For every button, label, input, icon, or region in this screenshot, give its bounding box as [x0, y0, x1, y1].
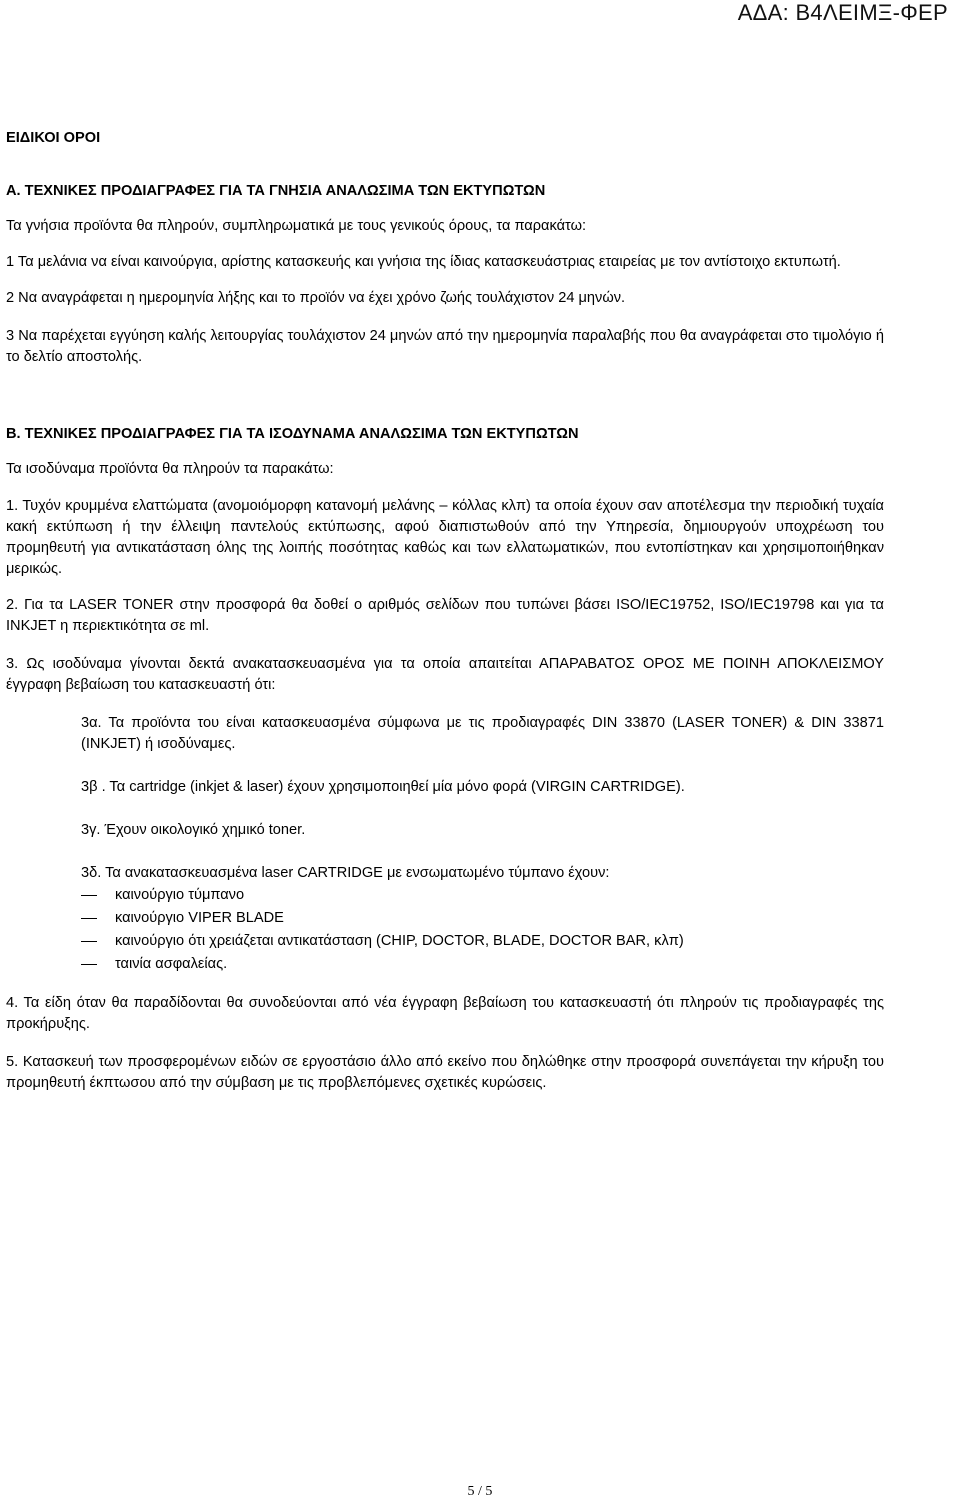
page-number: 5 / 5 — [467, 1484, 493, 1499]
list-item — [81, 930, 884, 953]
dash-bullet-icon — [81, 964, 97, 965]
section-b-item-3d: 3δ. Τα ανακατασκευασμένα laser CARTRIDGE με ενσωματωμένο τύμπανο έχουν: — [81, 865, 610, 881]
document-title: ΕΙΔΙΚΟΙ ΟΡΟΙ — [6, 130, 101, 146]
dash-bullet-icon — [81, 918, 97, 919]
ada-code: ΑΔΑ: Β4ΛΕΙΜΞ-ΦΕΡ — [737, 0, 948, 25]
section-b-intro: Τα ισοδύναμα προϊόντα θα πληρούν τα παρακάτω: — [6, 461, 334, 477]
list-item — [81, 907, 884, 930]
section-a-item-1: 1 Τα μελάνια να είναι καινούργια, αρίστης κατασκευής και γνήσια της ίδιας κατασκευάστριας εταιρείας με τον αντίστοιχο εκτυπωτή. — [6, 254, 841, 270]
list-item-text: ταινία ασφαλείας. — [115, 956, 228, 972]
list-item-text: καινούργιο ότι χρειάζεται αντικατάσταση (CHIP, DOCTOR, BLADE, DOCTOR BAR, κλπ) — [115, 933, 684, 949]
list-item — [81, 884, 884, 907]
section-a-item-3: 3 Να παρέχεται εγγύηση καλής λειτουργίας τουλάχιστον 24 μηνών από την ημερομηνία παραλαβής που θα αναγράφεται στο τιμολόγιο ή το δελτίο αποστολής. — [6, 328, 884, 365]
bullet-list — [81, 884, 884, 976]
document-body — [6, 128, 884, 1094]
section-b-item-3: 3. Ως ισοδύναμα γίνονται δεκτά ανακατασκευασμένα για τα οποία απαιτείται ΑΠΑΡΑΒΑΤΟΣ ΟΡΟΣ ΜΕ ΠΟΙΝΗ ΑΠΟΚΛΕΙΣΜΟΥ έγγραφη βεβαίωση του κατασκευαστή ότι: — [6, 656, 884, 693]
section-b-item-1: 1. Τυχόν κρυμμένα ελαττώματα (ανομοιόμορφη κατανομή μελάνης – κόλλας κλπ) τα οποία έχουν σαν αποτέλεσμα την περιοδική τυχαία κακή εκτύπωση ή την έλλειψη παντελούς εκτύπωσης, αφού διαπιστωθούν από την Υπηρεσία, δημιουργούν υποχρέωση του προμηθευτή για αντικατάσταση όλης της λοιπής ποσότητας καθώς και των ελλατωματικών, που εντοπίστηκαν και χρησιμοποιήθηκαν μερικώς. — [6, 498, 884, 577]
section-b-item-3c: 3γ. Έχουν οικολογικό χημικό toner. — [81, 822, 306, 838]
section-a-intro: Τα γνήσια προϊόντα θα πληρούν, συμπληρωματικά με τους γενικούς όρους, τα παρακάτω: — [6, 218, 587, 234]
dash-bullet-icon — [81, 941, 97, 942]
section-b-item-3b: 3β . Τα cartridge (inkjet & laser) έχουν χρησιμοποιηθεί μία μόνο φορά (VIRGIN CARTRIDGE). — [81, 779, 685, 795]
list-item-text: καινούργιο τύμπανο — [115, 887, 245, 903]
dash-bullet-icon — [81, 895, 97, 896]
section-b-item-5: 5. Κατασκευή των προσφερομένων ειδών σε εργοστάσιο άλλο από εκείνο που δηλώθηκε στην προσφορά συνεπάγεται την κήρυξη του προμηθευτή έκπτωσου από την σύμβαση με τις προβλεπόμενες σχετικές κυρώσεις. — [6, 1054, 884, 1091]
section-b-item-2: 2. Για τα LASER TONER στην προσφορά θα δοθεί ο αριθμός σελίδων που τυπώνει βάσει ISO/IEC19752, ISO/IEC19798 και για τα INKJET η περιεκτικότητα σε ml. — [6, 597, 884, 634]
section-a-heading: Α. ΤΕΧΝΙΚΕΣ ΠΡΟΔΙΑΓΡΑΦΕΣ ΓΙΑ ΤΑ ΓΝΗΣΙΑ ΑΝΑΛΩΣΙΜΑ ΤΩΝ ΕΚΤΥΠΩΤΩΝ — [6, 183, 546, 199]
section-a-item-2: 2 Να αναγράφεται η ημερομηνία λήξης και το προϊόν να έχει χρόνο ζωής τουλάχιστον 24 μηνών. — [6, 290, 626, 306]
section-b-item-4: 4. Τα είδη όταν θα παραδίδονται θα συνοδεύονται από νέα έγγραφη βεβαίωση του κατασκευαστή ότι πληρούν τις προδιαγραφές της προκήρυξης. — [6, 995, 884, 1032]
list-item-text: καινούργιο VIPER BLADE — [115, 910, 284, 926]
section-b-heading: Β. ΤΕΧΝΙΚΕΣ ΠΡΟΔΙΑΓΡΑΦΕΣ ΓΙΑ ΤΑ ΙΣΟΔΥΝΑΜΑ ΑΝΑΛΩΣΙΜΑ ΤΩΝ ΕΚΤΥΠΩΤΩΝ — [6, 426, 579, 442]
list-item — [81, 953, 884, 976]
section-b-item-3a: 3α. Τα προϊόντα του είναι κατασκευασμένα σύμφωνα με τις προδιαγραφές DIN 33870 (LASER TONER) & DIN 33871 (INKJET) ή ισοδύναμες. — [81, 715, 884, 752]
